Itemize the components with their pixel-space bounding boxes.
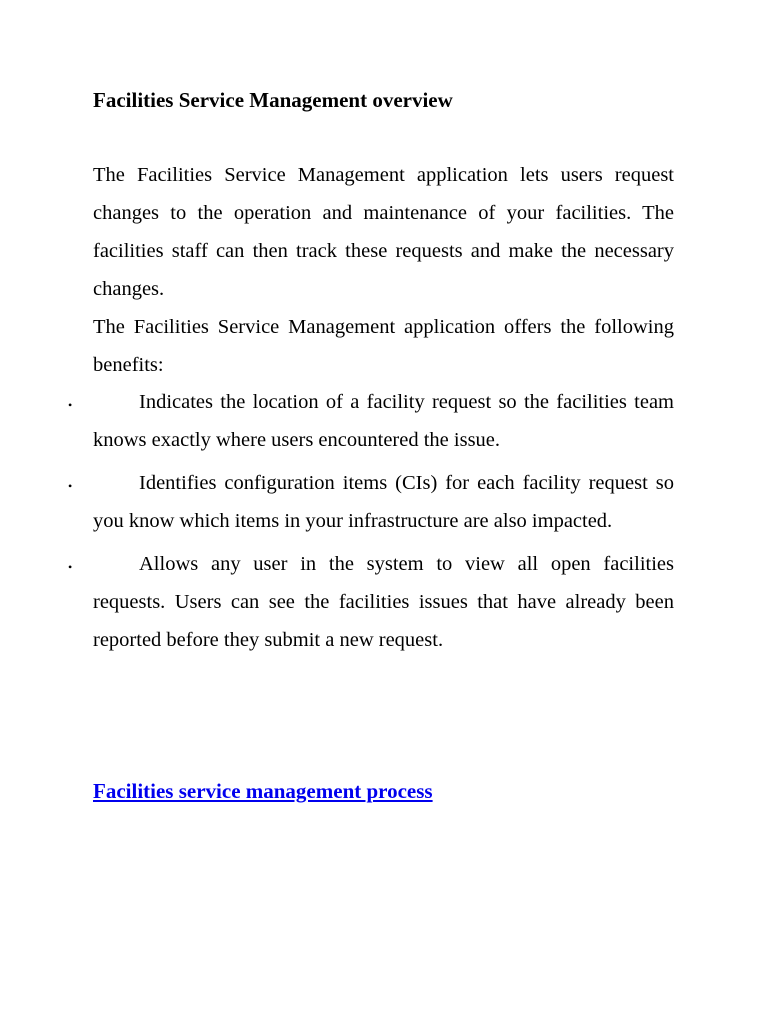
list-item-text: Identifies configuration items (CIs) for each facility request so you know which items in your infrastructure are also impacted.	[93, 472, 674, 532]
page-title: Facilities Service Management overview	[93, 88, 453, 112]
list-item-text: Indicates the location of a facility request so the facilities team knows exactly where users encountered the issue.	[93, 391, 674, 451]
benefits-intro-paragraph: The Facilities Service Management application offers the following benefits:	[93, 316, 674, 376]
list-item-text: Allows any user in the system to view all open facilities requests. Users can see the facilities issues that have already been reported before they submit a new request.	[93, 553, 674, 651]
bullet-icon: •	[68, 398, 73, 412]
list-item	[68, 383, 674, 459]
bullet-icon: •	[68, 560, 73, 574]
bullet-icon: •	[68, 479, 73, 493]
list-item	[68, 545, 674, 659]
benefits-list	[0, 383, 768, 659]
process-link[interactable]: Facilities service management process	[93, 779, 433, 803]
intro-paragraph: The Facilities Service Management application lets users request changes to the operation and maintenance of your facilities. The facilities staff can then track these requests and make the necessary changes.	[93, 164, 674, 300]
list-item	[68, 464, 674, 540]
